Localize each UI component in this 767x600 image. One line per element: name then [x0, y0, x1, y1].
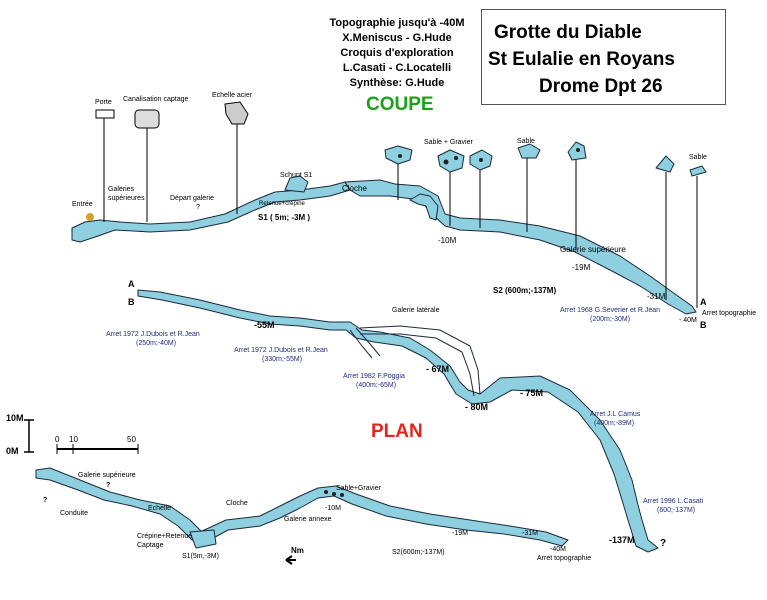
plan-middle-passage — [200, 486, 568, 546]
coupe-pocket-7 — [690, 166, 706, 176]
label-canalisation: Canalisation captage — [123, 96, 189, 103]
label-arret-1968-detail: (200m;-30M) — [590, 316, 631, 323]
label-question: ? — [196, 204, 200, 211]
label-captage: Captage — [137, 542, 164, 549]
credit-line: Topographie jusqu'à -40M — [329, 17, 465, 29]
label-arret-1982-detail: (400m;-65M) — [356, 382, 397, 389]
coupe-pocket-6 — [656, 156, 674, 172]
label-s2-plan: S2(600m;-137M) — [392, 549, 445, 556]
label-depth-40: - 40M — [679, 317, 697, 324]
label-arret-camus-detail: (400m;-89M) — [594, 420, 635, 427]
label-depth-40-plan: -40M — [550, 546, 566, 553]
label-s1-plan: S1(5m,-3M) — [182, 553, 219, 560]
label-question: ? — [43, 497, 48, 504]
label-depth-31-plan: -31M — [522, 530, 538, 537]
title-line: Grotte du Diable — [494, 22, 642, 43]
gravel-mark — [479, 158, 483, 162]
coupe-pocket-2 — [438, 150, 464, 172]
gravel-mark — [340, 493, 344, 497]
gravel-mark — [324, 490, 328, 494]
label-sable-gravier-plan: Sable+Gravier — [336, 485, 381, 492]
label-galerie-annexe: Galerie annexe — [284, 516, 332, 523]
gravel-mark — [444, 160, 449, 165]
label-a: A — [700, 297, 707, 307]
coupe-pocket-4 — [518, 144, 540, 158]
title-line: Drome Dpt 26 — [539, 76, 663, 97]
label-arret-1968: Arret 1968 G.Severier et R.Jean — [560, 307, 660, 314]
scale-label-0m: 0M — [6, 446, 19, 456]
scale-label-50: 50 — [127, 435, 136, 444]
label-cloche: Cloche — [342, 184, 367, 193]
label-depth-75: - 75M — [520, 388, 544, 398]
scale-label-10m: 10M — [6, 413, 24, 423]
label-echelle-acier: Echelle acier — [212, 92, 253, 99]
label-question: ? — [660, 538, 667, 549]
plan-retenue — [190, 530, 216, 548]
credit-line: Synthèse: G.Hude — [349, 77, 445, 89]
north-arrow-icon — [286, 556, 296, 564]
label-arret-1972a: Arret 1972 J.Dubois et R.Jean — [106, 331, 200, 338]
label-s2: S2 (600m;-137M) — [493, 286, 557, 295]
label-plan-b: B — [128, 297, 135, 307]
label-depth-80: - 80M — [465, 402, 489, 412]
label-depart-galerie: Départ galerie — [170, 195, 214, 202]
label-crepine: Crépine+Retenue — [137, 533, 193, 540]
credit-line: Croquis d'exploration — [340, 47, 454, 59]
label-arret-1972b: Arret 1972 J.Dubois et R.Jean — [234, 347, 328, 354]
label-galerie-superieure: Galerie supérieure — [560, 245, 626, 254]
label-sable-gravier: Sable + Gravier — [424, 139, 473, 146]
tree-icon — [86, 213, 94, 221]
label-arret-1996: Arret 1996 L.Casati — [643, 498, 704, 505]
scale-label-0: 0 — [55, 435, 60, 444]
pipe-icon — [135, 110, 159, 128]
label-arret-1972a-detail: (250m;-40M) — [136, 340, 177, 347]
label-depth-19-plan: -19M — [452, 530, 468, 537]
label-plan-a: A — [128, 279, 135, 289]
label-depth-10-plan: -10M — [325, 505, 341, 512]
credit-line: X.Meniscus - G.Hude — [342, 32, 452, 44]
label-arret-camus: Arret J.L Camus — [590, 411, 641, 418]
title-box — [481, 9, 726, 105]
label-galerie-superieure-plan: Galerie supérieure — [78, 472, 136, 479]
label-galeries-superieures: Galeries supérieures — [108, 186, 145, 202]
label-schunt: Schunt S1 — [280, 172, 313, 179]
label-arret-1972b-detail: (330m;-55M) — [262, 356, 303, 363]
gravel-mark — [576, 148, 580, 152]
label-entree: Entrée — [72, 201, 93, 208]
label-b: B — [700, 320, 707, 330]
label-depth-67: - 67M — [426, 364, 450, 374]
label-depth-31: -31M — [647, 292, 666, 301]
label-depth-10: -10M — [438, 236, 457, 245]
label-depth-19: -19M — [572, 263, 591, 272]
gravel-mark — [454, 156, 458, 160]
gravel-mark — [398, 154, 402, 158]
coupe-section-drawing — [72, 102, 706, 314]
label-arret-1996-detail: (600;-137M) — [657, 507, 696, 514]
label-sable: Sable — [689, 154, 707, 161]
label-s1: S1 ( 5m; -3M ) — [258, 213, 311, 222]
label-porte: Porte — [95, 99, 112, 106]
label-cloche-plan: Cloche — [226, 500, 248, 507]
label-north: Nm — [291, 546, 304, 555]
ladder-icon — [225, 102, 248, 124]
label-arret-topographie: Arret topographie — [702, 310, 757, 317]
label-arret-topo-plan: Arret topographie — [537, 555, 592, 562]
scale-bars — [24, 420, 138, 454]
label-retenue: Retenue+crépine — [259, 201, 305, 207]
label-sable: Sable — [517, 138, 535, 145]
plan-heading: PLAN — [371, 421, 423, 442]
title-line: St Eulalie en Royans — [488, 49, 675, 70]
label-depth-137: -137M — [609, 535, 635, 545]
credits-block — [322, 16, 472, 91]
coupe-heading: COUPE — [366, 94, 434, 115]
label-question: ? — [106, 482, 111, 489]
label-arret-1982: Arret 1982 F.Poggia — [343, 373, 405, 380]
gravel-mark — [332, 492, 336, 496]
credit-line: L.Casati - C.Locatelli — [342, 62, 452, 74]
label-conduite: Conduite — [60, 510, 89, 517]
scale-label-10: 10 — [69, 435, 78, 444]
label-echelle: Echelle — [148, 505, 171, 512]
door-icon — [96, 110, 114, 118]
label-depth-55: -55M — [254, 320, 275, 330]
label-galerie-laterale: Galerie latérale — [392, 307, 440, 314]
